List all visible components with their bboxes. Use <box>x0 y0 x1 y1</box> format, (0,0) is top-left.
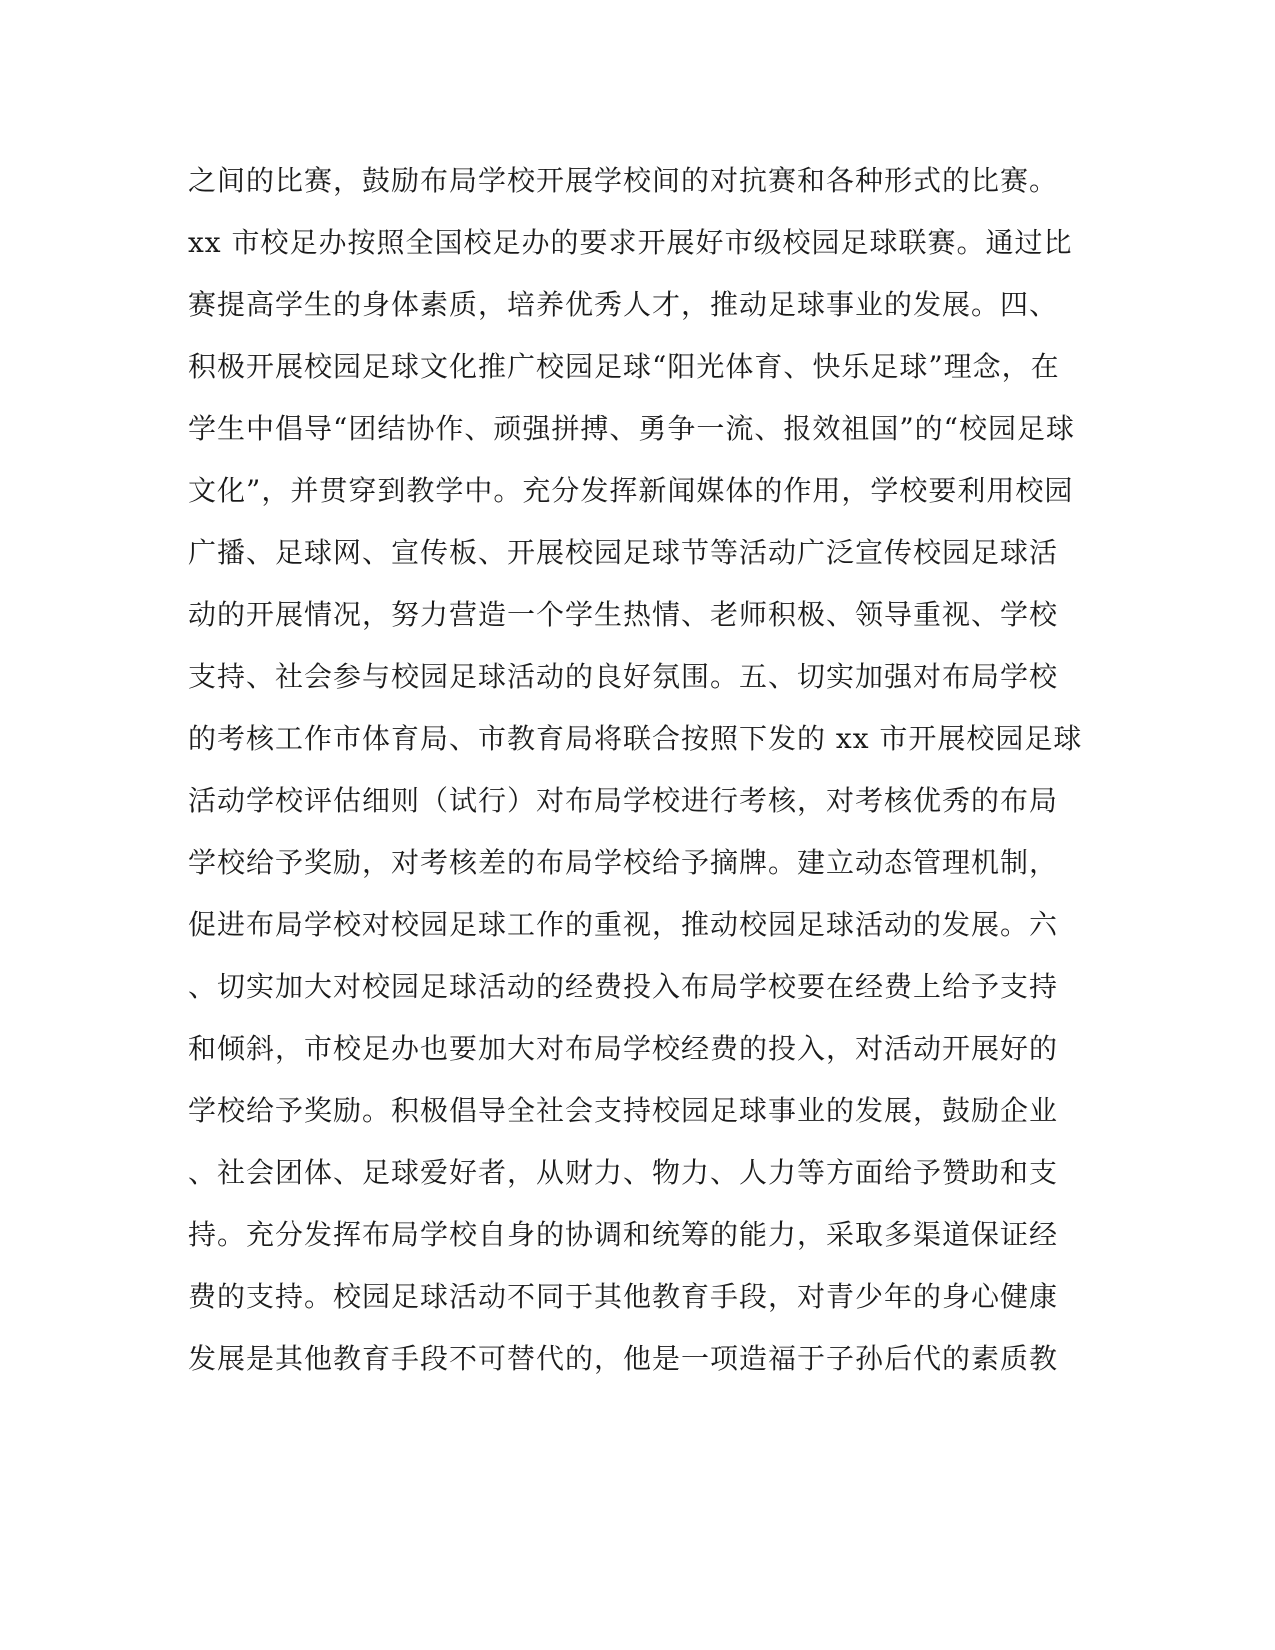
text-line: 动的开展情况，努力营造一个学生热情、老师积极、领导重视、学校 <box>188 598 1059 631</box>
text-line: 、切实加大对校园足球活动的经费投入布局学校要在经费上给予支持 <box>188 970 1059 1003</box>
text-line: 积极开展校园足球文化推广校园足球“阳光体育、快乐足球”理念，在 <box>188 350 1060 383</box>
text-line: 、社会团体、足球爱好者，从财力、物力、人力等方面给予赞助和支 <box>188 1156 1059 1189</box>
text-line: 和倾斜，市校足办也要加大对布局学校经费的投入，对活动开展好的 <box>188 1032 1059 1065</box>
text-line: 赛提高学生的身体素质，培养优秀人才，推动足球事业的发展。四、 <box>188 288 1059 321</box>
text-line: 文化”，并贯穿到教学中。充分发挥新闻媒体的作用，学校要利用校园 <box>188 474 1074 507</box>
text-line: 活动学校评估细则（试行）对布局学校进行考核，对考核优秀的布局 <box>188 784 1059 817</box>
text-line: 广播、足球网、宣传板、开展校园足球节等活动广泛宣传校园足球活 <box>188 536 1059 569</box>
text-line: 学生中倡导“团结协作、顽强拼搏、勇争一流、报效祖国”的“校园足球 <box>188 412 1075 445</box>
text-line: 学校给予奖励，对考核差的布局学校给予摘牌。建立动态管理机制， <box>188 846 1059 879</box>
text-line: 发展是其他教育手段不可替代的，他是一项造福于子孙后代的素质教 <box>188 1342 1059 1375</box>
text-line: 之间的比赛，鼓励布局学校开展学校间的对抗赛和各种形式的比赛。 <box>188 164 1059 197</box>
body-text <box>188 164 1088 1404</box>
text-line: 持。充分发挥布局学校自身的协调和统筹的能力，采取多渠道保证经 <box>188 1218 1059 1251</box>
text-line: 促进布局学校对校园足球工作的重视，推动校园足球活动的发展。六 <box>188 908 1059 941</box>
text-line: 学校给予奖励。积极倡导全社会支持校园足球事业的发展，鼓励企业 <box>188 1094 1059 1127</box>
text-line: 的考核工作市体育局、市教育局将联合按照下发的 xx 市开展校园足球 <box>188 722 1083 755</box>
text-line: xx 市校足办按照全国校足办的要求开展好市级校园足球联赛。通过比 <box>188 226 1073 259</box>
text-line: 支持、社会参与校园足球活动的良好氛围。五、切实加强对布局学校 <box>188 660 1059 693</box>
text-line: 费的支持。校园足球活动不同于其他教育手段，对青少年的身心健康 <box>188 1280 1059 1313</box>
